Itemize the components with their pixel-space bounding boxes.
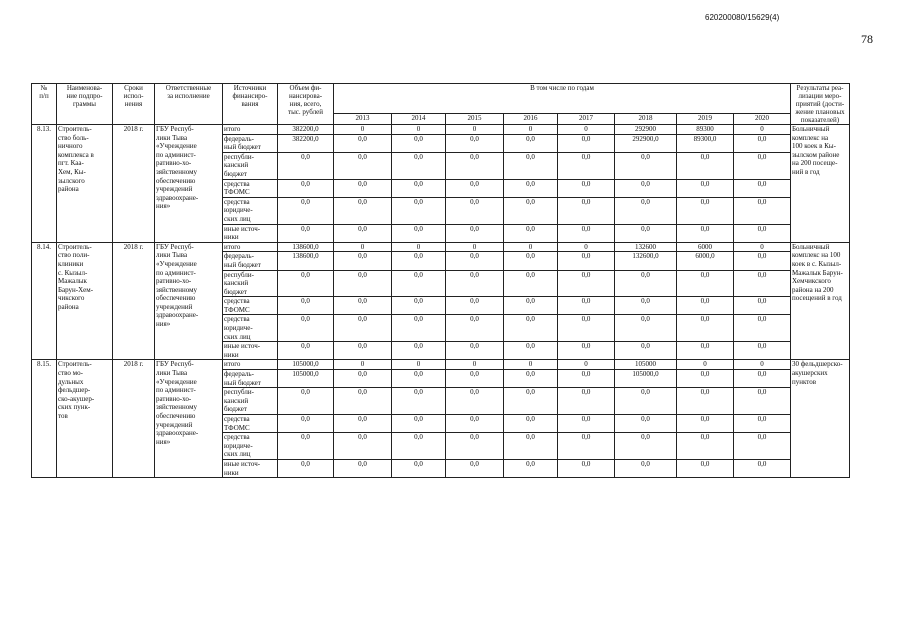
year-value: 0,0 xyxy=(334,224,392,242)
funding-source: федераль- ный бюджет xyxy=(223,252,278,270)
year-value: 0 xyxy=(392,242,446,252)
year-value: 292900 xyxy=(615,125,677,135)
funding-total: 0,0 xyxy=(278,433,334,460)
year-header-2015: 2015 xyxy=(446,114,504,125)
year-value: 0,0 xyxy=(677,297,734,315)
funding-total: 0,0 xyxy=(278,179,334,197)
year-value: 0,0 xyxy=(615,415,677,433)
year-value: 0,0 xyxy=(392,370,446,388)
year-value: 0,0 xyxy=(615,270,677,297)
year-value: 0,0 xyxy=(734,388,791,415)
col-header-responsible: Ответственные за исполнение xyxy=(155,84,223,125)
year-value: 0,0 xyxy=(734,315,791,342)
item-term: 2018 г. xyxy=(113,125,155,243)
year-value: 0,0 xyxy=(558,433,615,460)
col-header-num: № п/п xyxy=(32,84,57,125)
funding-source: иные источ- ники xyxy=(223,342,278,360)
year-value: 0,0 xyxy=(446,134,504,152)
year-value: 0,0 xyxy=(392,152,446,179)
year-value: 0,0 xyxy=(677,152,734,179)
funding-source: федераль- ный бюджет xyxy=(223,370,278,388)
funding-total: 0,0 xyxy=(278,388,334,415)
table-row xyxy=(32,242,850,252)
year-value: 0,0 xyxy=(504,270,558,297)
year-value: 0,0 xyxy=(558,179,615,197)
year-value: 0,0 xyxy=(446,252,504,270)
item-responsible: ГБУ Респуб- лики Тыва «Учреждение по админист- ративно-хо- зяйственному обеспечению учреждений здравоохране- ния» xyxy=(155,125,223,243)
funding-source: итого xyxy=(223,125,278,135)
year-header-2020: 2020 xyxy=(734,114,791,125)
year-value: 0,0 xyxy=(334,388,392,415)
funding-source: средства ТФОМС xyxy=(223,297,278,315)
year-value: 0,0 xyxy=(615,224,677,242)
year-value: 0,0 xyxy=(334,415,392,433)
year-value: 0,0 xyxy=(392,315,446,342)
year-value: 0,0 xyxy=(677,179,734,197)
year-value: 0,0 xyxy=(734,415,791,433)
item-result: Больничный комплекс на 100 коек в с. Кызыл- Мажалык Барун- Хемчикского района на 200 посещений в год xyxy=(791,242,850,360)
year-value: 0,0 xyxy=(392,197,446,224)
year-value: 0 xyxy=(734,125,791,135)
year-value: 0,0 xyxy=(734,433,791,460)
year-value: 0,0 xyxy=(446,433,504,460)
year-value: 0,0 xyxy=(677,315,734,342)
year-value: 0 xyxy=(446,242,504,252)
funding-total: 0,0 xyxy=(278,315,334,342)
year-value: 0,0 xyxy=(734,297,791,315)
year-value: 0,0 xyxy=(615,179,677,197)
funding-total: 0,0 xyxy=(278,459,334,477)
year-value: 89300,0 xyxy=(677,134,734,152)
year-value: 0,0 xyxy=(558,342,615,360)
year-value: 0,0 xyxy=(334,433,392,460)
year-value: 0,0 xyxy=(615,297,677,315)
year-value: 0,0 xyxy=(392,415,446,433)
year-value: 0,0 xyxy=(504,134,558,152)
year-value: 0,0 xyxy=(334,370,392,388)
year-value: 0,0 xyxy=(446,388,504,415)
year-value: 0,0 xyxy=(446,459,504,477)
year-value: 0,0 xyxy=(446,315,504,342)
item-number: 8.15. xyxy=(32,360,57,478)
funding-total: 138600,0 xyxy=(278,252,334,270)
year-value: 0,0 xyxy=(446,415,504,433)
year-value: 0,0 xyxy=(615,433,677,460)
year-value: 0 xyxy=(446,360,504,370)
header-row xyxy=(32,84,850,114)
year-value: 0 xyxy=(504,125,558,135)
year-value: 0 xyxy=(504,360,558,370)
item-number: 8.13. xyxy=(32,125,57,243)
funding-total: 0,0 xyxy=(278,152,334,179)
year-value: 0,0 xyxy=(504,388,558,415)
funding-source: средства юридиче- ских лиц xyxy=(223,433,278,460)
year-value: 0,0 xyxy=(334,252,392,270)
year-value: 0,0 xyxy=(504,224,558,242)
year-value: 0,0 xyxy=(558,152,615,179)
year-value: 0,0 xyxy=(558,370,615,388)
funding-source: республи- канский бюджет xyxy=(223,270,278,297)
year-value: 0,0 xyxy=(504,152,558,179)
year-value: 0,0 xyxy=(446,197,504,224)
year-value: 0,0 xyxy=(334,459,392,477)
year-value: 0,0 xyxy=(677,433,734,460)
year-value: 0,0 xyxy=(504,342,558,360)
page-number: 78 xyxy=(861,32,873,46)
year-header-2014: 2014 xyxy=(392,114,446,125)
document-id: 620200080/15629(4) xyxy=(705,13,780,22)
year-value: 0 xyxy=(734,360,791,370)
funding-source: итого xyxy=(223,360,278,370)
year-value: 6000,0 xyxy=(677,252,734,270)
year-value: 0,0 xyxy=(677,370,734,388)
year-value: 0,0 xyxy=(446,370,504,388)
year-value: 0,0 xyxy=(334,134,392,152)
year-value: 0,0 xyxy=(392,342,446,360)
funding-source: республи- канский бюджет xyxy=(223,152,278,179)
item-term: 2018 г. xyxy=(113,242,155,360)
funding-source: федераль- ный бюджет xyxy=(223,134,278,152)
year-value: 0,0 xyxy=(734,252,791,270)
year-value: 0 xyxy=(734,242,791,252)
year-value: 6000 xyxy=(677,242,734,252)
col-header-results: Результаты реа- лизации меро- приятий (дости- жение плановых показателей) xyxy=(791,84,850,125)
year-value: 0,0 xyxy=(558,224,615,242)
year-value: 0,0 xyxy=(504,433,558,460)
year-value: 0,0 xyxy=(334,342,392,360)
table-row xyxy=(32,360,850,370)
item-result: 30 фельдшерско- акушерских пунктов xyxy=(791,360,850,478)
funding-source: иные источ- ники xyxy=(223,224,278,242)
col-header-volume: Объем фи- нансирова- ния, всего, тыс. рублей xyxy=(278,84,334,125)
year-value: 0,0 xyxy=(392,252,446,270)
year-value: 0,0 xyxy=(677,197,734,224)
year-value: 0 xyxy=(558,360,615,370)
funding-total: 0,0 xyxy=(278,197,334,224)
funding-source: средства ТФОМС xyxy=(223,415,278,433)
funding-source: иные источ- ники xyxy=(223,459,278,477)
year-value: 0,0 xyxy=(446,224,504,242)
funding-total: 0,0 xyxy=(278,415,334,433)
year-value: 0,0 xyxy=(446,342,504,360)
year-value: 0,0 xyxy=(392,224,446,242)
funding-total: 0,0 xyxy=(278,224,334,242)
year-value: 0,0 xyxy=(558,197,615,224)
item-responsible: ГБУ Респуб- лики Тыва «Учреждение по админист- ративно-хо- зяйственному обеспечению учреждений здравоохране- ния» xyxy=(155,360,223,478)
year-header-2019: 2019 xyxy=(677,114,734,125)
year-value: 89300 xyxy=(677,125,734,135)
year-value: 0,0 xyxy=(392,388,446,415)
year-value: 0,0 xyxy=(392,459,446,477)
year-value: 0,0 xyxy=(558,297,615,315)
year-value: 132600,0 xyxy=(615,252,677,270)
col-header-name: Наименова- ние подпро- граммы xyxy=(57,84,113,125)
year-header-2016: 2016 xyxy=(504,114,558,125)
col-header-sources: Источники финансиро- вания xyxy=(223,84,278,125)
year-value: 0 xyxy=(334,125,392,135)
year-value: 0,0 xyxy=(615,388,677,415)
year-value: 0,0 xyxy=(734,270,791,297)
year-value: 0,0 xyxy=(392,179,446,197)
funding-total: 138600,0 xyxy=(278,242,334,252)
funding-total: 0,0 xyxy=(278,342,334,360)
year-value: 0,0 xyxy=(334,179,392,197)
item-number: 8.14. xyxy=(32,242,57,360)
year-value: 0,0 xyxy=(446,152,504,179)
year-value: 0,0 xyxy=(392,297,446,315)
year-value: 0,0 xyxy=(677,270,734,297)
year-value: 0,0 xyxy=(734,152,791,179)
year-value: 0,0 xyxy=(734,224,791,242)
year-value: 0,0 xyxy=(558,270,615,297)
year-value: 0,0 xyxy=(734,197,791,224)
year-value: 0,0 xyxy=(504,297,558,315)
year-value: 0 xyxy=(334,242,392,252)
year-value: 0,0 xyxy=(392,270,446,297)
year-value: 0 xyxy=(392,125,446,135)
year-value: 0,0 xyxy=(677,459,734,477)
year-value: 0,0 xyxy=(615,315,677,342)
year-value: 0 xyxy=(392,360,446,370)
year-value: 0,0 xyxy=(615,197,677,224)
funding-total: 382200,0 xyxy=(278,125,334,135)
year-value: 0,0 xyxy=(677,342,734,360)
year-value: 0 xyxy=(558,125,615,135)
year-value: 105000,0 xyxy=(615,370,677,388)
year-value: 0,0 xyxy=(558,134,615,152)
table-row xyxy=(32,125,850,135)
year-value: 0,0 xyxy=(558,315,615,342)
year-value: 0,0 xyxy=(615,459,677,477)
year-value: 0,0 xyxy=(334,315,392,342)
year-value: 0,0 xyxy=(558,252,615,270)
item-term: 2018 г. xyxy=(113,360,155,478)
year-value: 0,0 xyxy=(504,197,558,224)
year-value: 0,0 xyxy=(504,252,558,270)
item-name: Строитель- ство боль- ничного комплекса в пгт. Каа- Хем, Кы- зылского района xyxy=(57,125,113,243)
year-value: 0 xyxy=(334,360,392,370)
funding-total: 105000,0 xyxy=(278,370,334,388)
year-value: 0,0 xyxy=(734,370,791,388)
funding-total: 382200,0 xyxy=(278,134,334,152)
col-header-years-group: В том числе по годам xyxy=(334,84,791,114)
year-value: 0,0 xyxy=(504,459,558,477)
financing-table xyxy=(31,83,850,478)
funding-source: средства юридиче- ских лиц xyxy=(223,315,278,342)
year-value: 105000 xyxy=(615,360,677,370)
year-header-2017: 2017 xyxy=(558,114,615,125)
year-header-2018: 2018 xyxy=(615,114,677,125)
funding-source: республи- канский бюджет xyxy=(223,388,278,415)
year-value: 0,0 xyxy=(734,342,791,360)
year-value: 132600 xyxy=(615,242,677,252)
year-value: 0,0 xyxy=(504,370,558,388)
item-responsible: ГБУ Респуб- лики Тыва «Учреждение по админист- ративно-хо- зяйственному обеспечению учреждений здравоохране- ния» xyxy=(155,242,223,360)
year-value: 0,0 xyxy=(734,179,791,197)
year-value: 0,0 xyxy=(677,224,734,242)
year-value: 0,0 xyxy=(392,134,446,152)
funding-total: 0,0 xyxy=(278,297,334,315)
year-value: 0,0 xyxy=(334,270,392,297)
year-header-2013: 2013 xyxy=(334,114,392,125)
funding-source: итого xyxy=(223,242,278,252)
year-value: 0,0 xyxy=(446,179,504,197)
funding-source: средства юридиче- ских лиц xyxy=(223,197,278,224)
funding-total: 0,0 xyxy=(278,270,334,297)
year-value: 0 xyxy=(677,360,734,370)
year-value: 0,0 xyxy=(615,342,677,360)
year-value: 0,0 xyxy=(558,388,615,415)
year-value: 0,0 xyxy=(334,197,392,224)
year-value: 0,0 xyxy=(334,152,392,179)
year-value: 0,0 xyxy=(504,415,558,433)
item-name: Строитель- ство поли- клиники с. Кызыл- Мажалык Барун-Хем- чикского района xyxy=(57,242,113,360)
year-value: 0 xyxy=(558,242,615,252)
year-value: 0 xyxy=(504,242,558,252)
year-value: 0,0 xyxy=(446,270,504,297)
funding-source: средства ТФОМС xyxy=(223,179,278,197)
item-result: Больничный комплекс на 100 коек в Кы- зылском районе на 200 посеще- ний в год xyxy=(791,125,850,243)
year-value: 0,0 xyxy=(504,315,558,342)
year-value: 0,0 xyxy=(504,179,558,197)
year-value: 0,0 xyxy=(734,459,791,477)
funding-total: 105000,0 xyxy=(278,360,334,370)
year-value: 0,0 xyxy=(446,297,504,315)
year-value: 0,0 xyxy=(558,459,615,477)
col-header-term: Сроки испол- нения xyxy=(113,84,155,125)
year-value: 0 xyxy=(446,125,504,135)
year-value: 0,0 xyxy=(677,415,734,433)
year-value: 0,0 xyxy=(734,134,791,152)
year-value: 0,0 xyxy=(334,297,392,315)
year-value: 0,0 xyxy=(558,415,615,433)
year-value: 0,0 xyxy=(615,152,677,179)
year-value: 0,0 xyxy=(392,433,446,460)
item-name: Строитель- ство мо- дульных фельдшер- ско-акушер- ских пунк- тов xyxy=(57,360,113,478)
year-value: 292900,0 xyxy=(615,134,677,152)
year-value: 0,0 xyxy=(677,388,734,415)
